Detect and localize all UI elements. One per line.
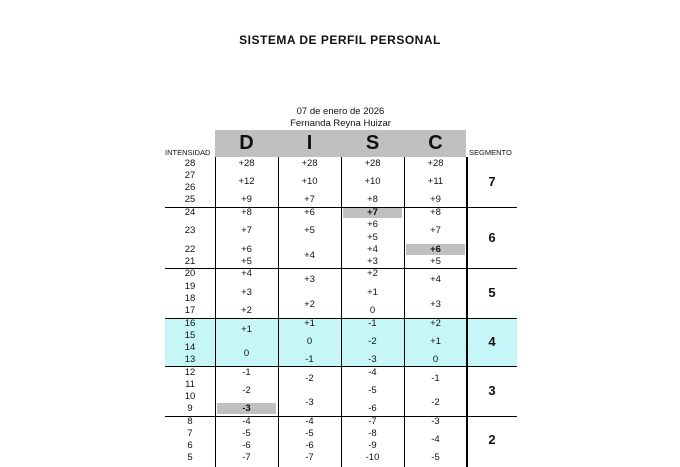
disc-cell-s: +4 [367, 244, 378, 255]
segment-number: 2 [488, 432, 496, 447]
intensity-value: 12 [184, 367, 196, 378]
intensity-value: 16 [184, 318, 196, 329]
disc-cell-s: -7 [368, 416, 377, 427]
disc-cell-d: +3 [241, 287, 252, 298]
intensity-value: 17 [184, 305, 196, 316]
disc-cell-d: +8 [241, 207, 252, 218]
disc-cell-i: +4 [304, 250, 315, 261]
disc-cell-i: +10 [301, 176, 318, 187]
disc-cell-i: +2 [304, 299, 315, 310]
disc-cell-c: +8 [430, 207, 441, 218]
disc-cell-d: -4 [242, 416, 251, 427]
disc-cell-s: +28 [364, 158, 381, 169]
disc-cell-d: -2 [242, 385, 251, 396]
disc-cell-c: +1 [430, 336, 441, 347]
disc-cell-i: -5 [305, 428, 314, 439]
disc-cell-i: +3 [304, 274, 315, 285]
disc-cell-i: +1 [304, 318, 315, 329]
intensity-value: 10 [184, 391, 196, 402]
disc-cell-d: -7 [242, 452, 251, 463]
disc-cell-d: +2 [241, 305, 252, 316]
disc-cell-d: +12 [238, 176, 255, 187]
disc-cell-d: +5 [241, 256, 252, 267]
disc-cell-d: +1 [241, 324, 252, 335]
disc-cell-c: +5 [430, 256, 441, 267]
intensity-value: 15 [184, 330, 196, 341]
intensity-value: 14 [184, 342, 196, 353]
disc-cell-c: -5 [431, 452, 440, 463]
disc-cell-d: -5 [242, 428, 251, 439]
intensity-value: 8 [187, 416, 193, 427]
disc-cell-s: -5 [368, 385, 377, 396]
intensity-value: 7 [187, 428, 193, 439]
disc-cell-c: +2 [430, 318, 441, 329]
intensity-value: 28 [184, 158, 196, 169]
header-letter-s: S [365, 132, 380, 154]
report-date: 07 de enero de 2026 [296, 106, 385, 117]
disc-cell-c: -4 [431, 434, 440, 445]
intensity-value: 9 [187, 403, 193, 414]
segment-number: 7 [488, 174, 496, 189]
disc-cell-s: +7 [367, 207, 378, 218]
page-title: SISTEMA DE PERFIL PERSONAL [239, 33, 441, 47]
disc-cell-c: -2 [431, 397, 440, 408]
disc-cell-i: -2 [305, 373, 314, 384]
intensity-value: 25 [184, 194, 196, 205]
disc-cell-s: +2 [367, 268, 378, 279]
intensity-value: 11 [185, 379, 195, 390]
disc-cell-s: -8 [368, 428, 377, 439]
segment-header: SEGMENTO [469, 148, 512, 157]
intensity-value: 22 [184, 244, 196, 255]
disc-cell-i: +5 [304, 225, 315, 236]
disc-cell-c: +28 [427, 158, 444, 169]
segment-number: 5 [488, 285, 496, 300]
disc-cell-s: -4 [368, 367, 377, 378]
intensity-value: 24 [184, 207, 196, 218]
disc-cell-s: -1 [368, 318, 377, 329]
intensity-value: 27 [184, 170, 196, 181]
disc-cell-s: -2 [368, 336, 377, 347]
disc-cell-d: 0 [243, 348, 250, 359]
intensity-value: 13 [184, 354, 196, 365]
disc-cell-d: -6 [242, 440, 251, 451]
disc-cell-i: -4 [305, 416, 314, 427]
segment-number: 6 [488, 230, 496, 245]
disc-cell-c: +6 [430, 244, 441, 255]
intensity-header: INTENSIDAD [165, 148, 211, 157]
disc-cell-c: -3 [431, 416, 440, 427]
intensity-value: 5 [187, 452, 193, 463]
disc-cell-c: +9 [430, 194, 441, 205]
disc-cell-s: +10 [364, 176, 381, 187]
disc-cell-d: -3 [242, 403, 251, 414]
person-name: Fernanda Reyna Huizar [290, 118, 391, 129]
disc-cell-c: +11 [427, 176, 444, 187]
disc-cell-s: +3 [367, 256, 378, 267]
disc-cell-c: +3 [430, 299, 441, 310]
intensity-value: 21 [184, 256, 196, 267]
disc-cell-s: -3 [368, 354, 377, 365]
disc-cell-c: 0 [432, 354, 439, 365]
disc-cell-i: 0 [306, 336, 313, 347]
disc-cell-s: -9 [368, 440, 377, 451]
segment-number: 4 [488, 334, 496, 349]
disc-cell-s: -10 [365, 452, 380, 463]
disc-cell-c: +7 [430, 225, 441, 236]
disc-cell-i: -3 [305, 397, 314, 408]
segment-number: 3 [488, 383, 496, 398]
header-letter-i: I [306, 132, 313, 154]
disc-cell-i: +28 [301, 158, 318, 169]
disc-cell-c: -1 [431, 373, 440, 384]
disc-cell-s: -6 [368, 403, 377, 414]
disc-cell-i: -6 [305, 440, 314, 451]
disc-cell-s: 0 [369, 305, 376, 316]
disc-cell-d: +9 [241, 194, 252, 205]
disc-cell-i: -7 [305, 452, 314, 463]
disc-cell-d: -1 [242, 367, 251, 378]
disc-cell-i: -1 [305, 354, 314, 365]
disc-cell-d: +28 [238, 158, 255, 169]
intensity-value: 18 [184, 293, 196, 304]
disc-cell-d: +4 [241, 268, 252, 279]
intensity-value: 23 [184, 225, 196, 236]
intensity-value: 6 [187, 440, 193, 451]
disc-cell-i: +6 [304, 207, 315, 218]
intensity-value: 19 [184, 281, 196, 292]
intensity-value: 26 [184, 182, 196, 193]
intensity-value: 20 [184, 268, 196, 279]
disc-cell-i: +7 [304, 194, 315, 205]
disc-cell-s: +6 [367, 219, 378, 230]
disc-cell-d: +6 [241, 244, 252, 255]
disc-cell-s: +1 [367, 287, 378, 298]
header-letter-d: D [239, 132, 254, 154]
disc-cell-c: +4 [430, 274, 441, 285]
disc-cell-s: +5 [367, 232, 378, 243]
disc-cell-s: +8 [367, 194, 378, 205]
header-letter-c: C [428, 132, 443, 154]
disc-cell-d: +7 [241, 225, 252, 236]
